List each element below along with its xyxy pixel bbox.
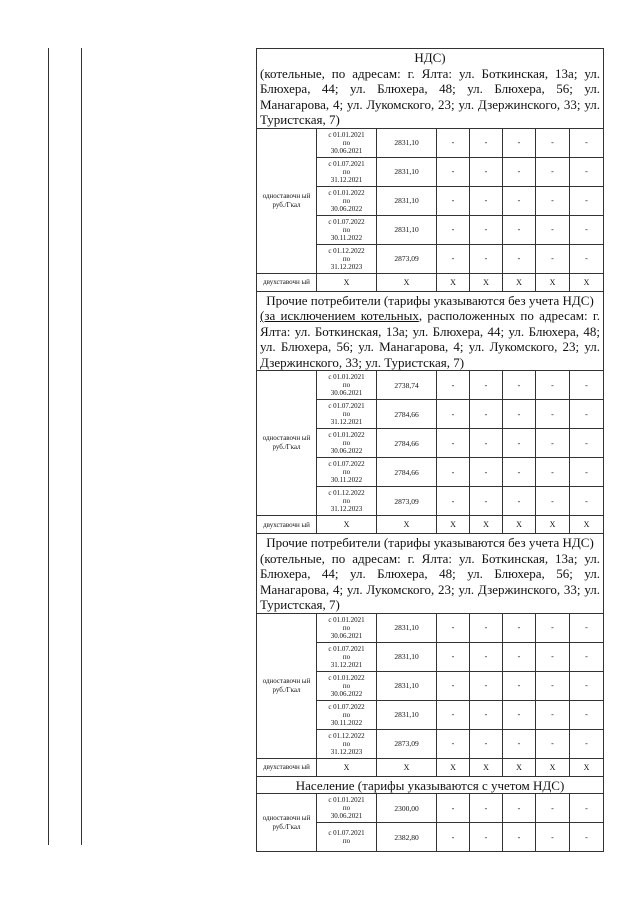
x-mark-cell: X [570, 516, 604, 534]
one-part-rate-label: одноставочн ый руб./Гкал [257, 613, 317, 758]
tariff-value-cell: 2831,10 [377, 613, 437, 642]
empty-dash-cell: - [536, 613, 570, 642]
section-subtitle-underlined: (за исключением котельных [260, 308, 419, 323]
tariff-value-cell: 2382,80 [377, 823, 437, 852]
section-header-row [257, 291, 604, 371]
empty-dash-cell: - [536, 244, 570, 273]
empty-dash-cell: - [570, 613, 604, 642]
empty-dash-cell: - [437, 823, 470, 852]
section-header [257, 291, 604, 371]
empty-dash-cell: - [570, 400, 604, 429]
x-mark-cell: X [470, 758, 503, 776]
x-mark-cell: X [317, 516, 377, 534]
empty-dash-cell: - [437, 244, 470, 273]
empty-dash-cell: - [470, 458, 503, 487]
left-margin-line-2 [81, 48, 82, 845]
empty-dash-cell: - [570, 794, 604, 823]
two-part-row [257, 516, 604, 534]
empty-dash-cell: - [503, 671, 536, 700]
empty-dash-cell: - [536, 215, 570, 244]
empty-dash-cell: - [470, 157, 503, 186]
header-boilers-text: (котельные, по адресам: г. Ялта: ул. Боткинская, 13а; ул. Блюхера, 44; ул. Блюхера, 48; ул. Блюхера, 56; ул. Манагарова, 4; ул. Лукомского, 23; ул. Дзержинского, 33; ул. Туристская, 7) [260, 65, 601, 127]
header-line-nds: НДС) [414, 50, 446, 65]
one-part-rate-label: одноставочн ый руб./Гкал [257, 128, 317, 273]
period-cell: с 01.12.2022 по 31.12.2023 [317, 487, 377, 516]
tariff-value-cell: 2873,09 [377, 244, 437, 273]
tariff-row [257, 794, 604, 823]
empty-dash-cell: - [437, 613, 470, 642]
empty-dash-cell: - [536, 400, 570, 429]
empty-dash-cell: - [470, 186, 503, 215]
section-subtitle-rest: , расположенных по адресам: г. Ялта: ул. Боткинская, 13а; ул. Блюхера, 44; ул. Блюхера, 48; ул. Блюхера, 56; ул. Манагарова, 4; ул. Лукомского, 23; ул. Дзержинского, 33; ул. Туристская, 7) [260, 308, 601, 370]
tariff-value-cell: 2873,09 [377, 487, 437, 516]
empty-dash-cell: - [437, 429, 470, 458]
empty-dash-cell: - [437, 671, 470, 700]
period-cell: с 01.07.2022 по 30.11.2022 [317, 215, 377, 244]
tariff-value-cell: 2831,10 [377, 642, 437, 671]
empty-dash-cell: - [570, 642, 604, 671]
x-mark-cell: X [470, 273, 503, 291]
empty-dash-cell: - [536, 157, 570, 186]
x-mark-cell: X [536, 758, 570, 776]
empty-dash-cell: - [570, 487, 604, 516]
empty-dash-cell: - [503, 215, 536, 244]
empty-dash-cell: - [503, 128, 536, 157]
period-cell: с 01.07.2021 по 31.12.2021 [317, 642, 377, 671]
empty-dash-cell: - [470, 671, 503, 700]
period-cell: с 01.01.2022 по 30.06.2022 [317, 186, 377, 215]
empty-dash-cell: - [570, 244, 604, 273]
empty-dash-cell: - [536, 487, 570, 516]
empty-dash-cell: - [570, 215, 604, 244]
empty-dash-cell: - [570, 700, 604, 729]
x-mark-cell: X [503, 516, 536, 534]
empty-dash-cell: - [470, 700, 503, 729]
x-mark-cell: X [317, 273, 377, 291]
period-cell: с 01.07.2021 по 31.12.2021 [317, 157, 377, 186]
tariff-value-cell: 2831,10 [377, 671, 437, 700]
empty-dash-cell: - [470, 128, 503, 157]
tariff-row [257, 613, 604, 642]
empty-dash-cell: - [570, 429, 604, 458]
period-cell: с 01.01.2021 по 30.06.2021 [317, 613, 377, 642]
empty-dash-cell: - [536, 823, 570, 852]
empty-dash-cell: - [437, 458, 470, 487]
x-mark-cell: X [470, 516, 503, 534]
period-cell: с 01.12.2022 по 31.12.2023 [317, 244, 377, 273]
tariff-document [256, 48, 603, 852]
section-title: Население (тарифы указываются с учетом НДС) [295, 777, 565, 793]
x-mark-cell: X [317, 758, 377, 776]
empty-dash-cell: - [470, 642, 503, 671]
x-mark-cell: X [536, 516, 570, 534]
two-part-rate-label: двухставочн ый [257, 273, 317, 291]
x-mark-cell: X [536, 273, 570, 291]
empty-dash-cell: - [470, 244, 503, 273]
tariff-table-body [257, 49, 604, 852]
empty-dash-cell: - [470, 613, 503, 642]
section-header [257, 49, 604, 129]
empty-dash-cell: - [536, 642, 570, 671]
empty-dash-cell: - [437, 400, 470, 429]
empty-dash-cell: - [470, 487, 503, 516]
one-part-rate-label: одноставочн ый руб./Гкал [257, 371, 317, 516]
section-header [257, 534, 604, 614]
empty-dash-cell: - [437, 157, 470, 186]
empty-dash-cell: - [536, 128, 570, 157]
empty-dash-cell: - [503, 429, 536, 458]
tariff-row [257, 128, 604, 157]
empty-dash-cell: - [503, 186, 536, 215]
empty-dash-cell: - [470, 215, 503, 244]
section-title: Прочие потребители (тарифы указываются без учета НДС) [266, 292, 594, 308]
tariff-value-cell: 2873,09 [377, 729, 437, 758]
empty-dash-cell: - [437, 186, 470, 215]
tariff-value-cell: 2831,10 [377, 186, 437, 215]
tariff-value-cell: 2738,74 [377, 371, 437, 400]
x-mark-cell: X [437, 758, 470, 776]
tariff-value-cell: 2784,66 [377, 429, 437, 458]
empty-dash-cell: - [570, 157, 604, 186]
empty-dash-cell: - [536, 700, 570, 729]
empty-dash-cell: - [503, 458, 536, 487]
tariff-value-cell: 2831,10 [377, 700, 437, 729]
tariff-value-cell: 2784,66 [377, 458, 437, 487]
empty-dash-cell: - [437, 487, 470, 516]
period-cell: с 01.01.2021 по 30.06.2021 [317, 128, 377, 157]
two-part-row [257, 758, 604, 776]
empty-dash-cell: - [536, 458, 570, 487]
empty-dash-cell: - [536, 371, 570, 400]
two-part-row [257, 273, 604, 291]
empty-dash-cell: - [536, 186, 570, 215]
empty-dash-cell: - [503, 371, 536, 400]
section-title: Прочие потребители (тарифы указываются без учета НДС) [266, 535, 594, 550]
empty-dash-cell: - [437, 642, 470, 671]
section-subtitle [260, 551, 600, 613]
x-mark-cell: X [377, 273, 437, 291]
period-cell: с 01.07.2022 по 30.11.2022 [317, 458, 377, 487]
section-header-top [257, 49, 604, 129]
two-part-rate-label: двухставочн ый [257, 516, 317, 534]
x-mark-cell: X [503, 273, 536, 291]
tariff-value-cell: 2831,10 [377, 157, 437, 186]
x-mark-cell: X [570, 758, 604, 776]
empty-dash-cell: - [503, 642, 536, 671]
period-cell: с 01.01.2021 по 30.06.2021 [317, 371, 377, 400]
empty-dash-cell: - [570, 128, 604, 157]
empty-dash-cell: - [570, 458, 604, 487]
period-cell: с 01.07.2021 по [317, 823, 377, 852]
empty-dash-cell: - [437, 794, 470, 823]
empty-dash-cell: - [536, 794, 570, 823]
empty-dash-cell: - [470, 729, 503, 758]
section-header-row [257, 534, 604, 614]
empty-dash-cell: - [470, 429, 503, 458]
x-mark-cell: X [377, 758, 437, 776]
empty-dash-cell: - [570, 186, 604, 215]
empty-dash-cell: - [470, 823, 503, 852]
empty-dash-cell: - [470, 400, 503, 429]
empty-dash-cell: - [503, 823, 536, 852]
empty-dash-cell: - [437, 128, 470, 157]
one-part-rate-label: одноставочн ый руб./Гкал [257, 794, 317, 852]
tariff-value-cell: 2784,66 [377, 400, 437, 429]
section-subtitle [260, 308, 600, 370]
x-mark-cell: X [437, 516, 470, 534]
empty-dash-cell: - [437, 729, 470, 758]
empty-dash-cell: - [437, 371, 470, 400]
empty-dash-cell: - [570, 729, 604, 758]
period-cell: с 01.01.2022 по 30.06.2022 [317, 671, 377, 700]
empty-dash-cell: - [470, 794, 503, 823]
section-header-row [257, 776, 604, 794]
empty-dash-cell: - [536, 429, 570, 458]
x-mark-cell: X [437, 273, 470, 291]
empty-dash-cell: - [570, 671, 604, 700]
tariff-table [256, 48, 604, 852]
empty-dash-cell: - [536, 729, 570, 758]
empty-dash-cell: - [437, 215, 470, 244]
empty-dash-cell: - [503, 613, 536, 642]
empty-dash-cell: - [570, 823, 604, 852]
x-mark-cell: X [503, 758, 536, 776]
tariff-value-cell: 2831,10 [377, 215, 437, 244]
x-mark-cell: X [377, 516, 437, 534]
period-cell: с 01.07.2022 по 30.11.2022 [317, 700, 377, 729]
empty-dash-cell: - [503, 157, 536, 186]
period-cell: с 01.01.2022 по 30.06.2022 [317, 429, 377, 458]
period-cell: с 01.07.2021 по 31.12.2021 [317, 400, 377, 429]
empty-dash-cell: - [503, 400, 536, 429]
empty-dash-cell: - [570, 371, 604, 400]
empty-dash-cell: - [503, 729, 536, 758]
two-part-rate-label: двухставочн ый [257, 758, 317, 776]
empty-dash-cell: - [503, 244, 536, 273]
tariff-row [257, 371, 604, 400]
left-margin-line-1 [48, 48, 49, 845]
empty-dash-cell: - [536, 671, 570, 700]
empty-dash-cell: - [503, 794, 536, 823]
tariff-value-cell: 2831,10 [377, 128, 437, 157]
empty-dash-cell: - [503, 700, 536, 729]
period-cell: с 01.12.2022 по 31.12.2023 [317, 729, 377, 758]
tariff-value-cell: 2300,00 [377, 794, 437, 823]
section-subtitle-rest: (котельные, по адресам: г. Ялта: ул. Боткинская, 13а; ул. Блюхера, 44; ул. Блюхера, 48; ул. Блюхера, 56; ул. Манагарова, 4; ул. Лукомского, 23; ул. Дзержинского, 33; ул. Туристская, 7) [260, 550, 601, 612]
x-mark-cell: X [570, 273, 604, 291]
section-header [257, 776, 604, 794]
empty-dash-cell: - [470, 371, 503, 400]
period-cell: с 01.01.2021 по 30.06.2021 [317, 794, 377, 823]
empty-dash-cell: - [503, 487, 536, 516]
empty-dash-cell: - [437, 700, 470, 729]
